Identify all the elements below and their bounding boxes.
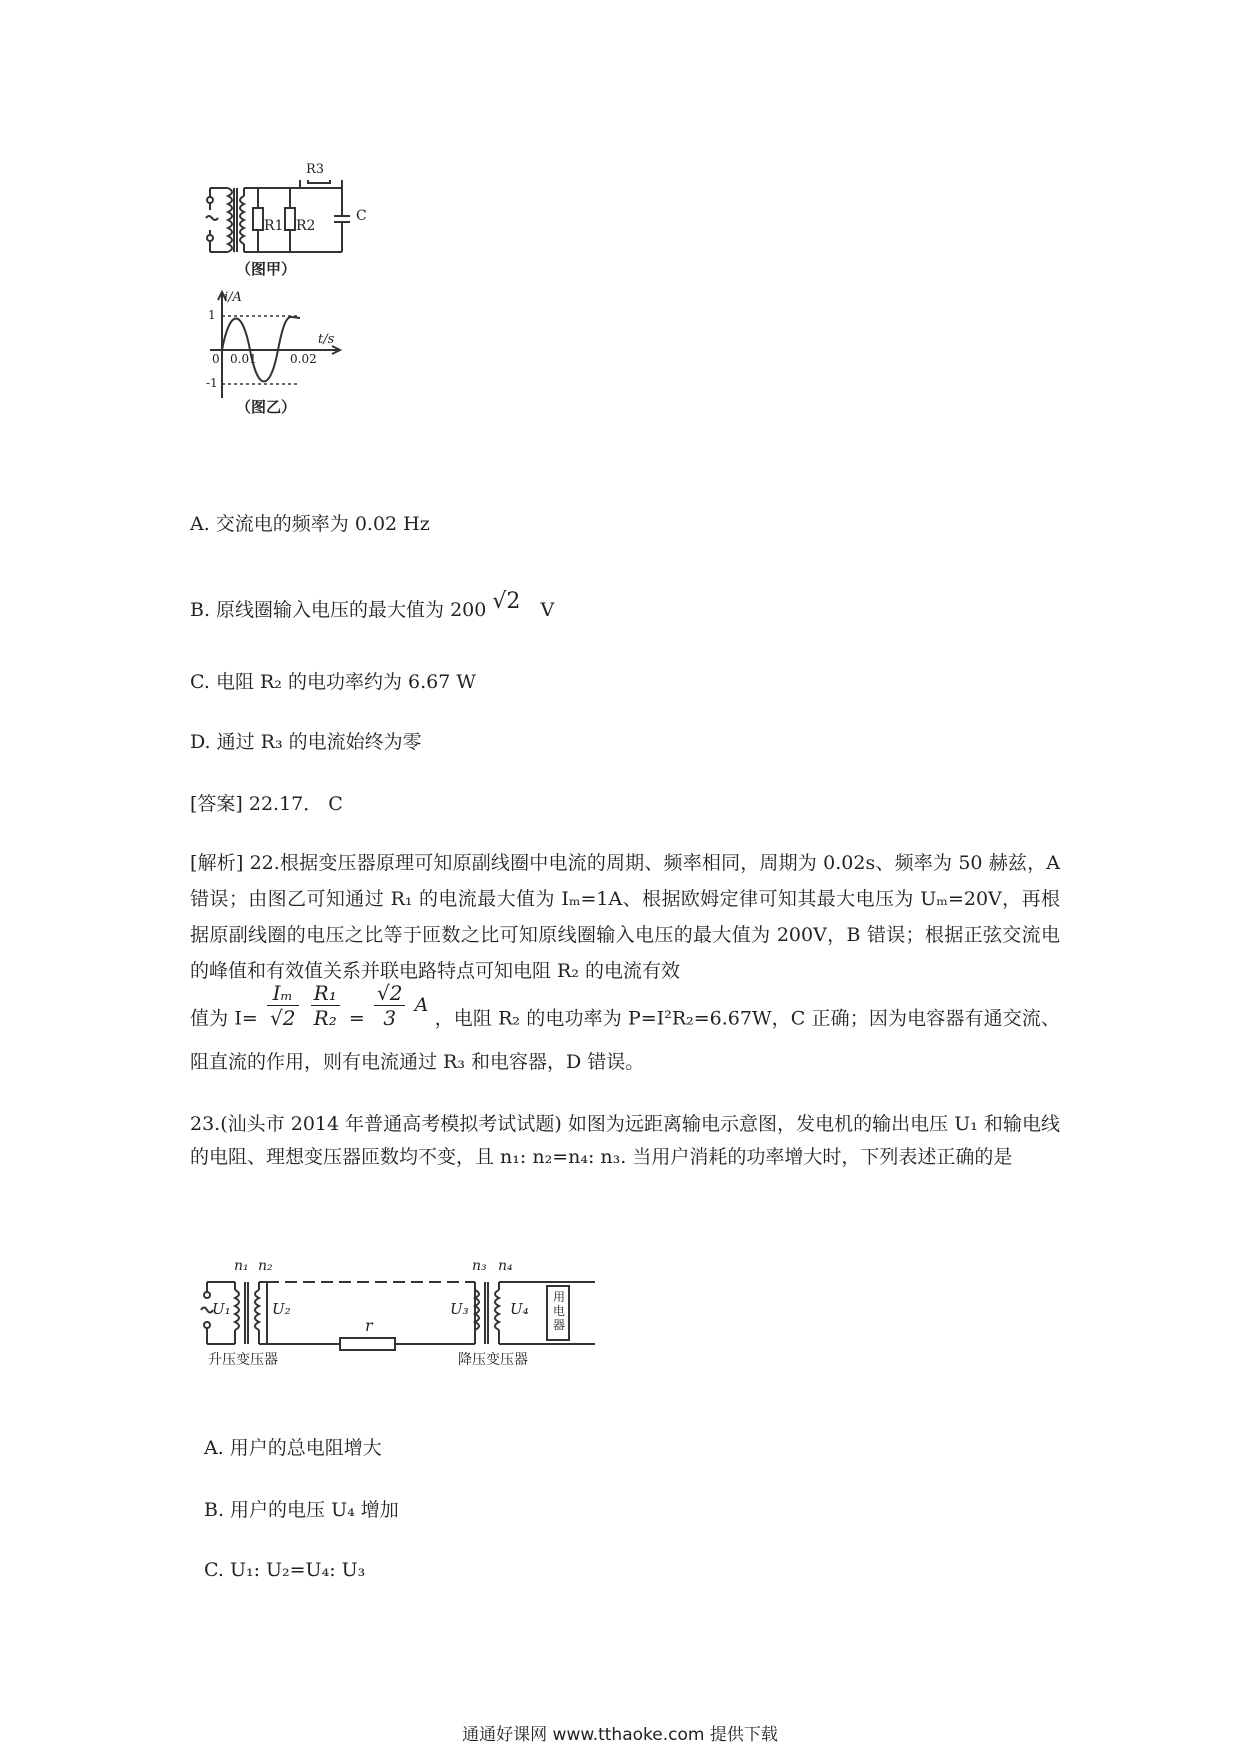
q23-option-a: A. 用户的总电阻增大 <box>204 1437 382 1459</box>
figure-b-label-t1: 0.01 <box>230 352 257 366</box>
q23-option-b: B. 用户的电压 U₄ 增加 <box>204 1499 399 1521</box>
formula-unit: A <box>414 993 429 1016</box>
formula-fraction-result: $\frac{√2}{3}$ <box>374 981 405 1030</box>
transmission-label-u3: U₃ <box>450 1300 469 1318</box>
transmission-label-step-up: 升压变压器 <box>208 1352 278 1368</box>
q22-formula-prefix: 值为 I= <box>190 1007 258 1030</box>
transmission-label-n2: n₂ <box>258 1258 273 1274</box>
q22-analysis <box>190 845 1060 989</box>
transmission-label-appliance: 用电器 <box>553 1290 566 1332</box>
q23-stem: 23.(汕头市 2014 年普通高考模拟考试试题) 如图为远距离输电示意图，发电机的输出电压 U₁ 和输电线的电阻、理想变压器匝数均不变，且 n₁: n₂=n₄: n₃. 当用户消耗的功率增大时，下列表述正确的是 <box>190 1113 1060 1168</box>
formula-fraction-r: $\frac{\text{R₁}}{\text{R₂}}$ <box>311 981 340 1030</box>
figure-a-caption: （图甲） <box>236 260 297 278</box>
figure-b-label-ymax: 1 <box>208 308 216 322</box>
transmission-label-n1: n₁ <box>234 1258 249 1274</box>
figure-a-label-c: C <box>356 208 367 224</box>
transmission-label-u1: U₁ <box>212 1300 231 1318</box>
figure-b-label-i-axis: i/A <box>224 290 242 305</box>
formula-fraction-im: $\frac{\text{Iₘ}}{√2}$ <box>267 981 298 1030</box>
transmission-label-n4: n₄ <box>498 1258 513 1274</box>
transmission-label-u4: U₄ <box>510 1300 529 1318</box>
q22-option-c: C. 电阻 R₂ 的电功率约为 6.67 W <box>190 671 476 693</box>
sqrt-symbol: √2 <box>492 589 521 614</box>
figure-b-label-origin: 0 <box>212 352 220 366</box>
q22-option-b-text: B. 原线圈输入电压的最大值为 200 <box>190 599 487 621</box>
q22-formula-suffix: ，电阻 R₂ 的电功率为 P=I²R₂=6.67W，C 正确；因为电容器有通交流、阻直流的作用，则有电流通过 R₃ 和电容器，D 错误。 <box>190 1007 1060 1073</box>
figure-a-label-r1: R1 <box>264 218 284 234</box>
figure-b-label-t-axis: t/s <box>318 332 335 347</box>
figure-b-caption: （图乙） <box>236 398 297 416</box>
transmission-label-step-down: 降压变压器 <box>458 1352 528 1368</box>
figure-b-label-t2: 0.02 <box>290 352 317 366</box>
figure-a-label-r3: R3 <box>306 162 325 177</box>
page-footer: 通通好课网 www.tthaoke.com 提供下载 <box>462 1725 778 1745</box>
q22-option-d: D. 通过 R₃ 的电流始终为零 <box>190 731 422 753</box>
q22-option-a: A. 交流电的频率为 0.02 Hz <box>190 513 430 535</box>
q22-answer: [答案] 22.17． C <box>190 793 343 815</box>
figure-b-label-ymin: -1 <box>206 376 218 390</box>
q22-formula-paragraph <box>190 981 1060 1080</box>
q22-analysis-text: [解析] 22.根据变压器原理可知原副线圈中电流的周期、频率相同，周期为 0.02s、频率为 50 赫兹，A 错误；由图乙可知通过 R₁ 的电流最大值为 Iₘ=1A、根据欧姆定律可知其最大电压为 Uₘ=20V，再根据原副线圈的电压之比等于匝数之比可知原线圈输入电压的最大值为 200V，B 错误；根据正弦交流电的峰值和有效值关系并联电路特点可知电阻 R₂ 的电流有效 <box>190 852 1060 982</box>
transmission-label-r: r <box>365 1316 373 1335</box>
q22-option-b-unit: V <box>540 599 555 621</box>
figure-a-label-r2: R2 <box>296 218 316 234</box>
transmission-label-n3: n₃ <box>472 1258 487 1274</box>
formula-equals: = <box>348 1007 365 1030</box>
q23-option-c: C. U₁: U₂=U₄: U₃ <box>204 1559 366 1581</box>
transmission-label-u2: U₂ <box>272 1300 291 1318</box>
figure-b-graph <box>200 288 350 408</box>
q22-option-b <box>190 589 555 624</box>
